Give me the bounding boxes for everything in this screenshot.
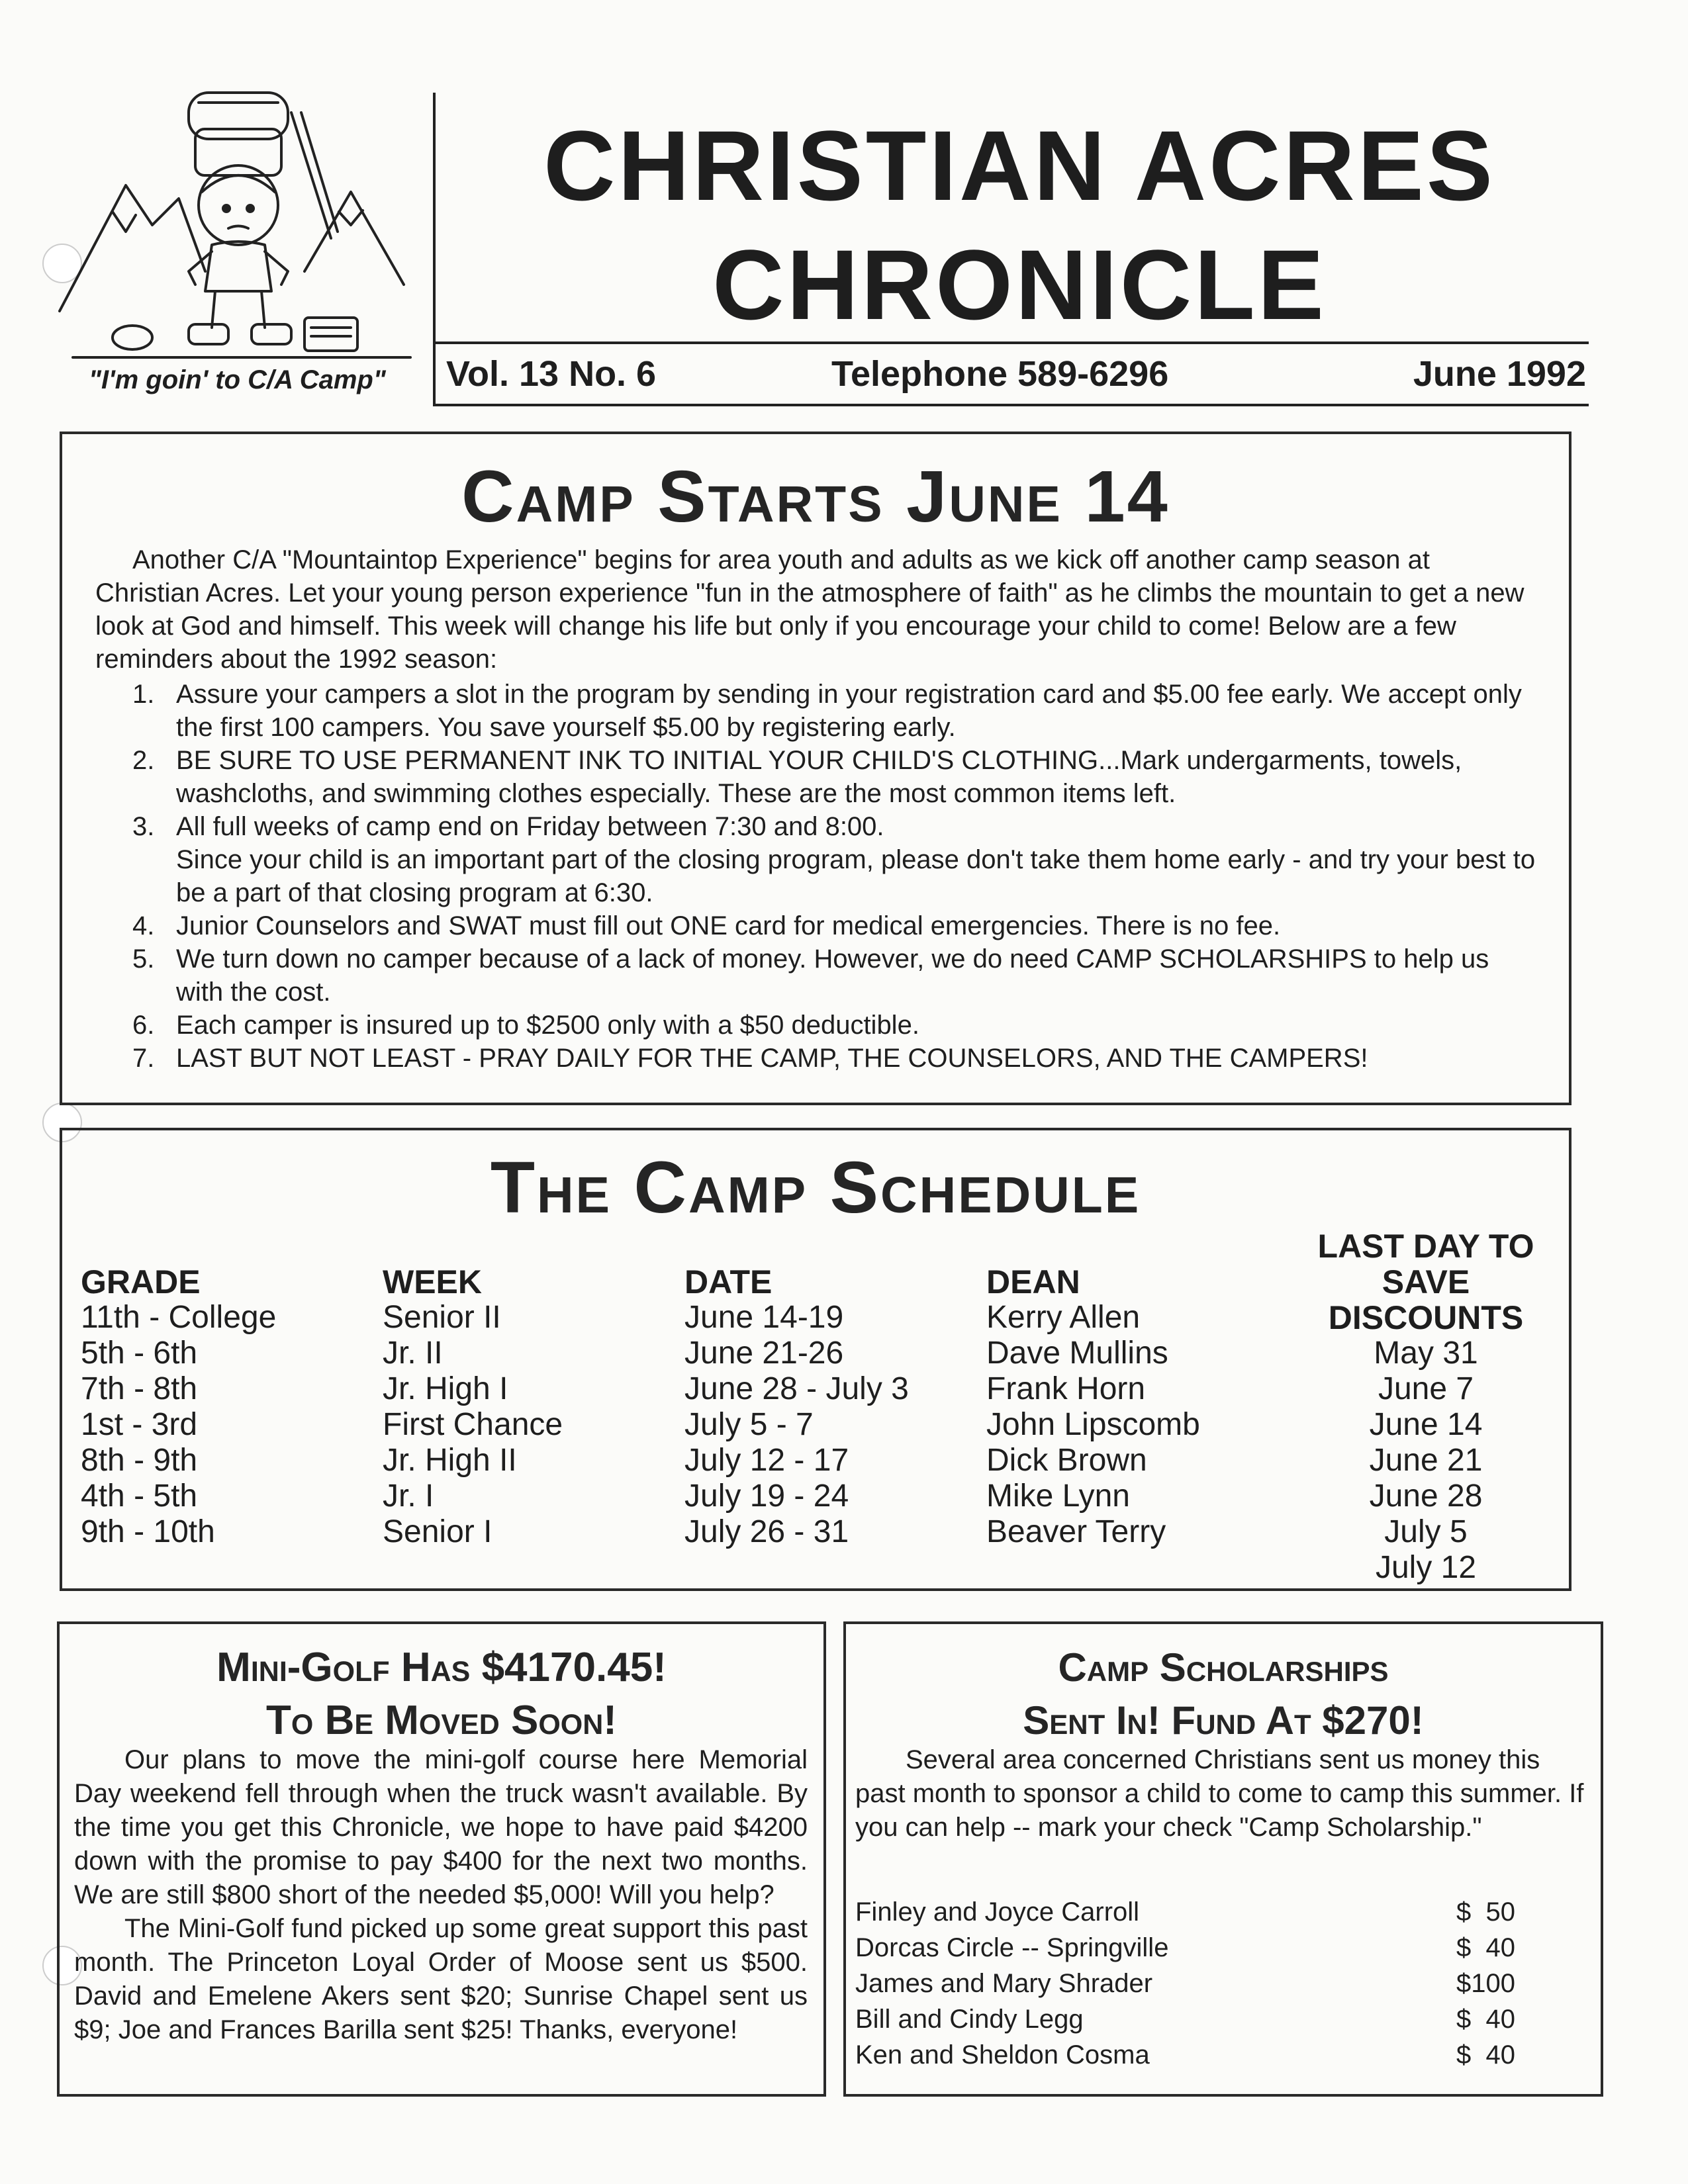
list-item — [855, 1930, 1544, 1966]
table-cell: May 31 — [1374, 1336, 1478, 1371]
column-header: LAST DAY TO — [1317, 1228, 1534, 1265]
scholarships-body: Several area concerned Christians sent us money this past month to sponsor a child to come to camp this summer. If you can help -- mark your check "Camp Scholarship." — [855, 1745, 1584, 1842]
list-item — [855, 2001, 1544, 2037]
camp-schedule-headline: The Camp Schedule — [490, 1147, 1141, 1228]
headline-line-1: Mini-Golf Has $4170.45! — [216, 1645, 667, 1690]
table-cell: Dick Brown — [986, 1443, 1147, 1478]
table-cell: June 14 — [1369, 1407, 1483, 1442]
donor-list — [855, 1894, 1544, 2073]
list-item: 6. Each camper is insured up to $2500 only with a $50 deductible. — [132, 1011, 919, 1040]
minigolf-body — [74, 1743, 808, 2047]
paragraph: Our plans to move the mini-golf course here Memorial Day weekend fell through when the truck wasn't available. By the time you get this Chronicle, we hope to have paid $4200 down with the promise to pay $400 for the next two months. We are still $800 short of the needed $5,000! Will you help? — [74, 1745, 808, 1909]
table-cell: Dave Mullins — [986, 1336, 1168, 1371]
table-cell: July 19 - 24 — [684, 1479, 849, 1514]
table-cell: Jr. High I — [383, 1371, 508, 1406]
column-header: DATE — [684, 1263, 773, 1300]
column-header: WEEK — [383, 1263, 482, 1300]
masthead-title — [457, 106, 1582, 344]
table-cell: June 21 — [1369, 1443, 1483, 1478]
table-cell: Jr. I — [383, 1479, 434, 1514]
table-cell: 11th - College — [81, 1300, 277, 1335]
table-cell: John Lipscomb — [986, 1407, 1200, 1442]
table-cell: 9th - 10th — [81, 1514, 215, 1549]
table-cell: Frank Horn — [986, 1371, 1146, 1406]
paragraph: The Mini-Golf fund picked up some great support this past month. The Princeton Loyal Order of Moose sent us $500. David and Emelene Akers sent $20; Sunrise Chapel sent us $9; Joe and Frances Barilla sent $25! Thanks, everyone! — [74, 1914, 808, 2044]
title-line-2: CHRONICLE — [712, 229, 1327, 340]
scholarships-headline — [846, 1641, 1601, 1747]
camp-schedule-article — [60, 1128, 1571, 1591]
donor-name: James and Mary Shrader — [855, 1969, 1153, 1998]
list-item: 5. We turn down no camper because of a lack of money. However, we do need CAMP SCHOLARSHIPS to help us with the cost. — [132, 944, 1489, 1007]
donor-amount: $ 40 — [1456, 2040, 1515, 2070]
table-cell: 8th - 9th — [81, 1443, 198, 1478]
list-item — [855, 2037, 1544, 2073]
schedule-column-dean — [986, 1228, 1200, 1550]
list-item: 4. Junior Counselors and SWAT must fill out ONE card for medical emergencies. There is no fee. — [132, 911, 1281, 940]
camp-starts-intro: Another C/A "Mountaintop Experience" begins for area youth and adults as we kick off another camp season at Christian Acres. Let your young person experience "fun in the atmosphere of faith" as he climbs the mountain to get a new look at God and himself. This week will change his life but only if you encourage your child to come! Below are a few reminders about the 1992 season: — [95, 545, 1524, 674]
headline-line-1: Camp Scholarships — [1058, 1645, 1389, 1690]
camp-starts-headline: Camp Starts June 14 — [461, 456, 1170, 537]
table-cell: First Chance — [383, 1407, 563, 1442]
table-cell: Beaver Terry — [986, 1514, 1166, 1549]
scholarships-article — [843, 1621, 1603, 2097]
donor-amount: $100 — [1456, 1969, 1515, 1998]
table-cell: June 14-19 — [684, 1300, 844, 1335]
issue-date: June 1992 — [1413, 354, 1586, 394]
column-header: SAVE DISCOUNTS — [1328, 1263, 1524, 1336]
table-cell: June 28 - July 3 — [684, 1371, 909, 1406]
donor-name: Dorcas Circle -- Springville — [855, 1933, 1169, 1962]
masthead-info-bar — [433, 341, 1589, 406]
table-cell: July 5 - 7 — [684, 1407, 814, 1442]
table-cell: Mike Lynn — [986, 1479, 1130, 1514]
donor-amount: $ 50 — [1456, 1897, 1515, 1927]
table-cell: July 12 - 17 — [684, 1443, 849, 1478]
table-cell: 5th - 6th — [81, 1336, 198, 1371]
minigolf-headline — [60, 1641, 823, 1747]
list-item — [855, 1966, 1544, 2001]
camper-mascot-illustration — [53, 73, 424, 364]
list-item: 1. Assure your campers a slot in the program by sending in your registration card and $5.00 fee early. We accept only the first 100 campers. You save yourself $5.00 by registering early. — [132, 680, 1522, 742]
donor-name: Finley and Joyce Carroll — [855, 1897, 1140, 1927]
headline-line-2: To Be Moved Soon! — [266, 1698, 617, 1743]
masthead-motto: "I'm goin' to C/A Camp" — [89, 365, 386, 394]
donor-name: Ken and Sheldon Cosma — [855, 2040, 1150, 2070]
telephone-number: Telephone 589-6296 — [831, 354, 1169, 394]
column-header: GRADE — [81, 1263, 201, 1300]
table-cell: June 28 — [1369, 1479, 1483, 1514]
list-item: 2. BE SURE TO USE PERMANENT INK TO INITIAL YOUR CHILD'S CLOTHING...Mark undergarments, towels, washcloths, and swimming clothes especially. These are the most common items left. — [132, 746, 1462, 808]
headline-line-2: Sent In! Fund At $270! — [1023, 1698, 1424, 1743]
donor-amount: $ 40 — [1456, 2005, 1515, 2034]
donor-name: Bill and Cindy Legg — [855, 2005, 1084, 2034]
column-header: DEAN — [986, 1263, 1080, 1300]
table-cell: July 12 — [1375, 1550, 1477, 1585]
volume-number: Vol. 13 No. 6 — [446, 354, 657, 394]
table-cell: 7th - 8th — [81, 1371, 198, 1406]
title-line-1: CHRISTIAN ACRES — [543, 110, 1495, 221]
donor-amount: $ 40 — [1456, 1933, 1515, 1962]
schedule-column-last-day — [1287, 1228, 1565, 1586]
table-cell: June 7 — [1378, 1371, 1474, 1406]
table-cell: 4th - 5th — [81, 1479, 198, 1514]
table-cell: Senior II — [383, 1300, 501, 1335]
table-cell: Kerry Allen — [986, 1300, 1141, 1335]
table-cell: Jr. High II — [383, 1443, 517, 1478]
list-item — [855, 1894, 1544, 1930]
camp-starts-article — [60, 432, 1571, 1105]
schedule-column-week — [383, 1228, 563, 1550]
table-cell: June 21-26 — [684, 1336, 844, 1371]
table-cell: Senior I — [383, 1514, 492, 1549]
reminders-list — [95, 678, 1536, 1075]
table-cell: Jr. II — [383, 1336, 443, 1371]
table-cell: July 26 - 31 — [684, 1514, 849, 1549]
minigolf-article — [57, 1621, 826, 2097]
schedule-column-grade — [81, 1228, 276, 1550]
table-cell: July 5 — [1384, 1514, 1468, 1549]
schedule-column-date — [684, 1228, 909, 1550]
list-item: 7. LAST BUT NOT LEAST - PRAY DAILY FOR THE CAMP, THE COUNSELORS, AND THE CAMPERS! — [132, 1044, 1368, 1073]
table-cell: 1st - 3rd — [81, 1407, 198, 1442]
list-item: 3. All full weeks of camp end on Friday between 7:30 and 8:00. Since your child is an important part of the closing program, please don't take them home early - and try your best to be a part of that closing program at 6:30. — [132, 812, 1536, 907]
